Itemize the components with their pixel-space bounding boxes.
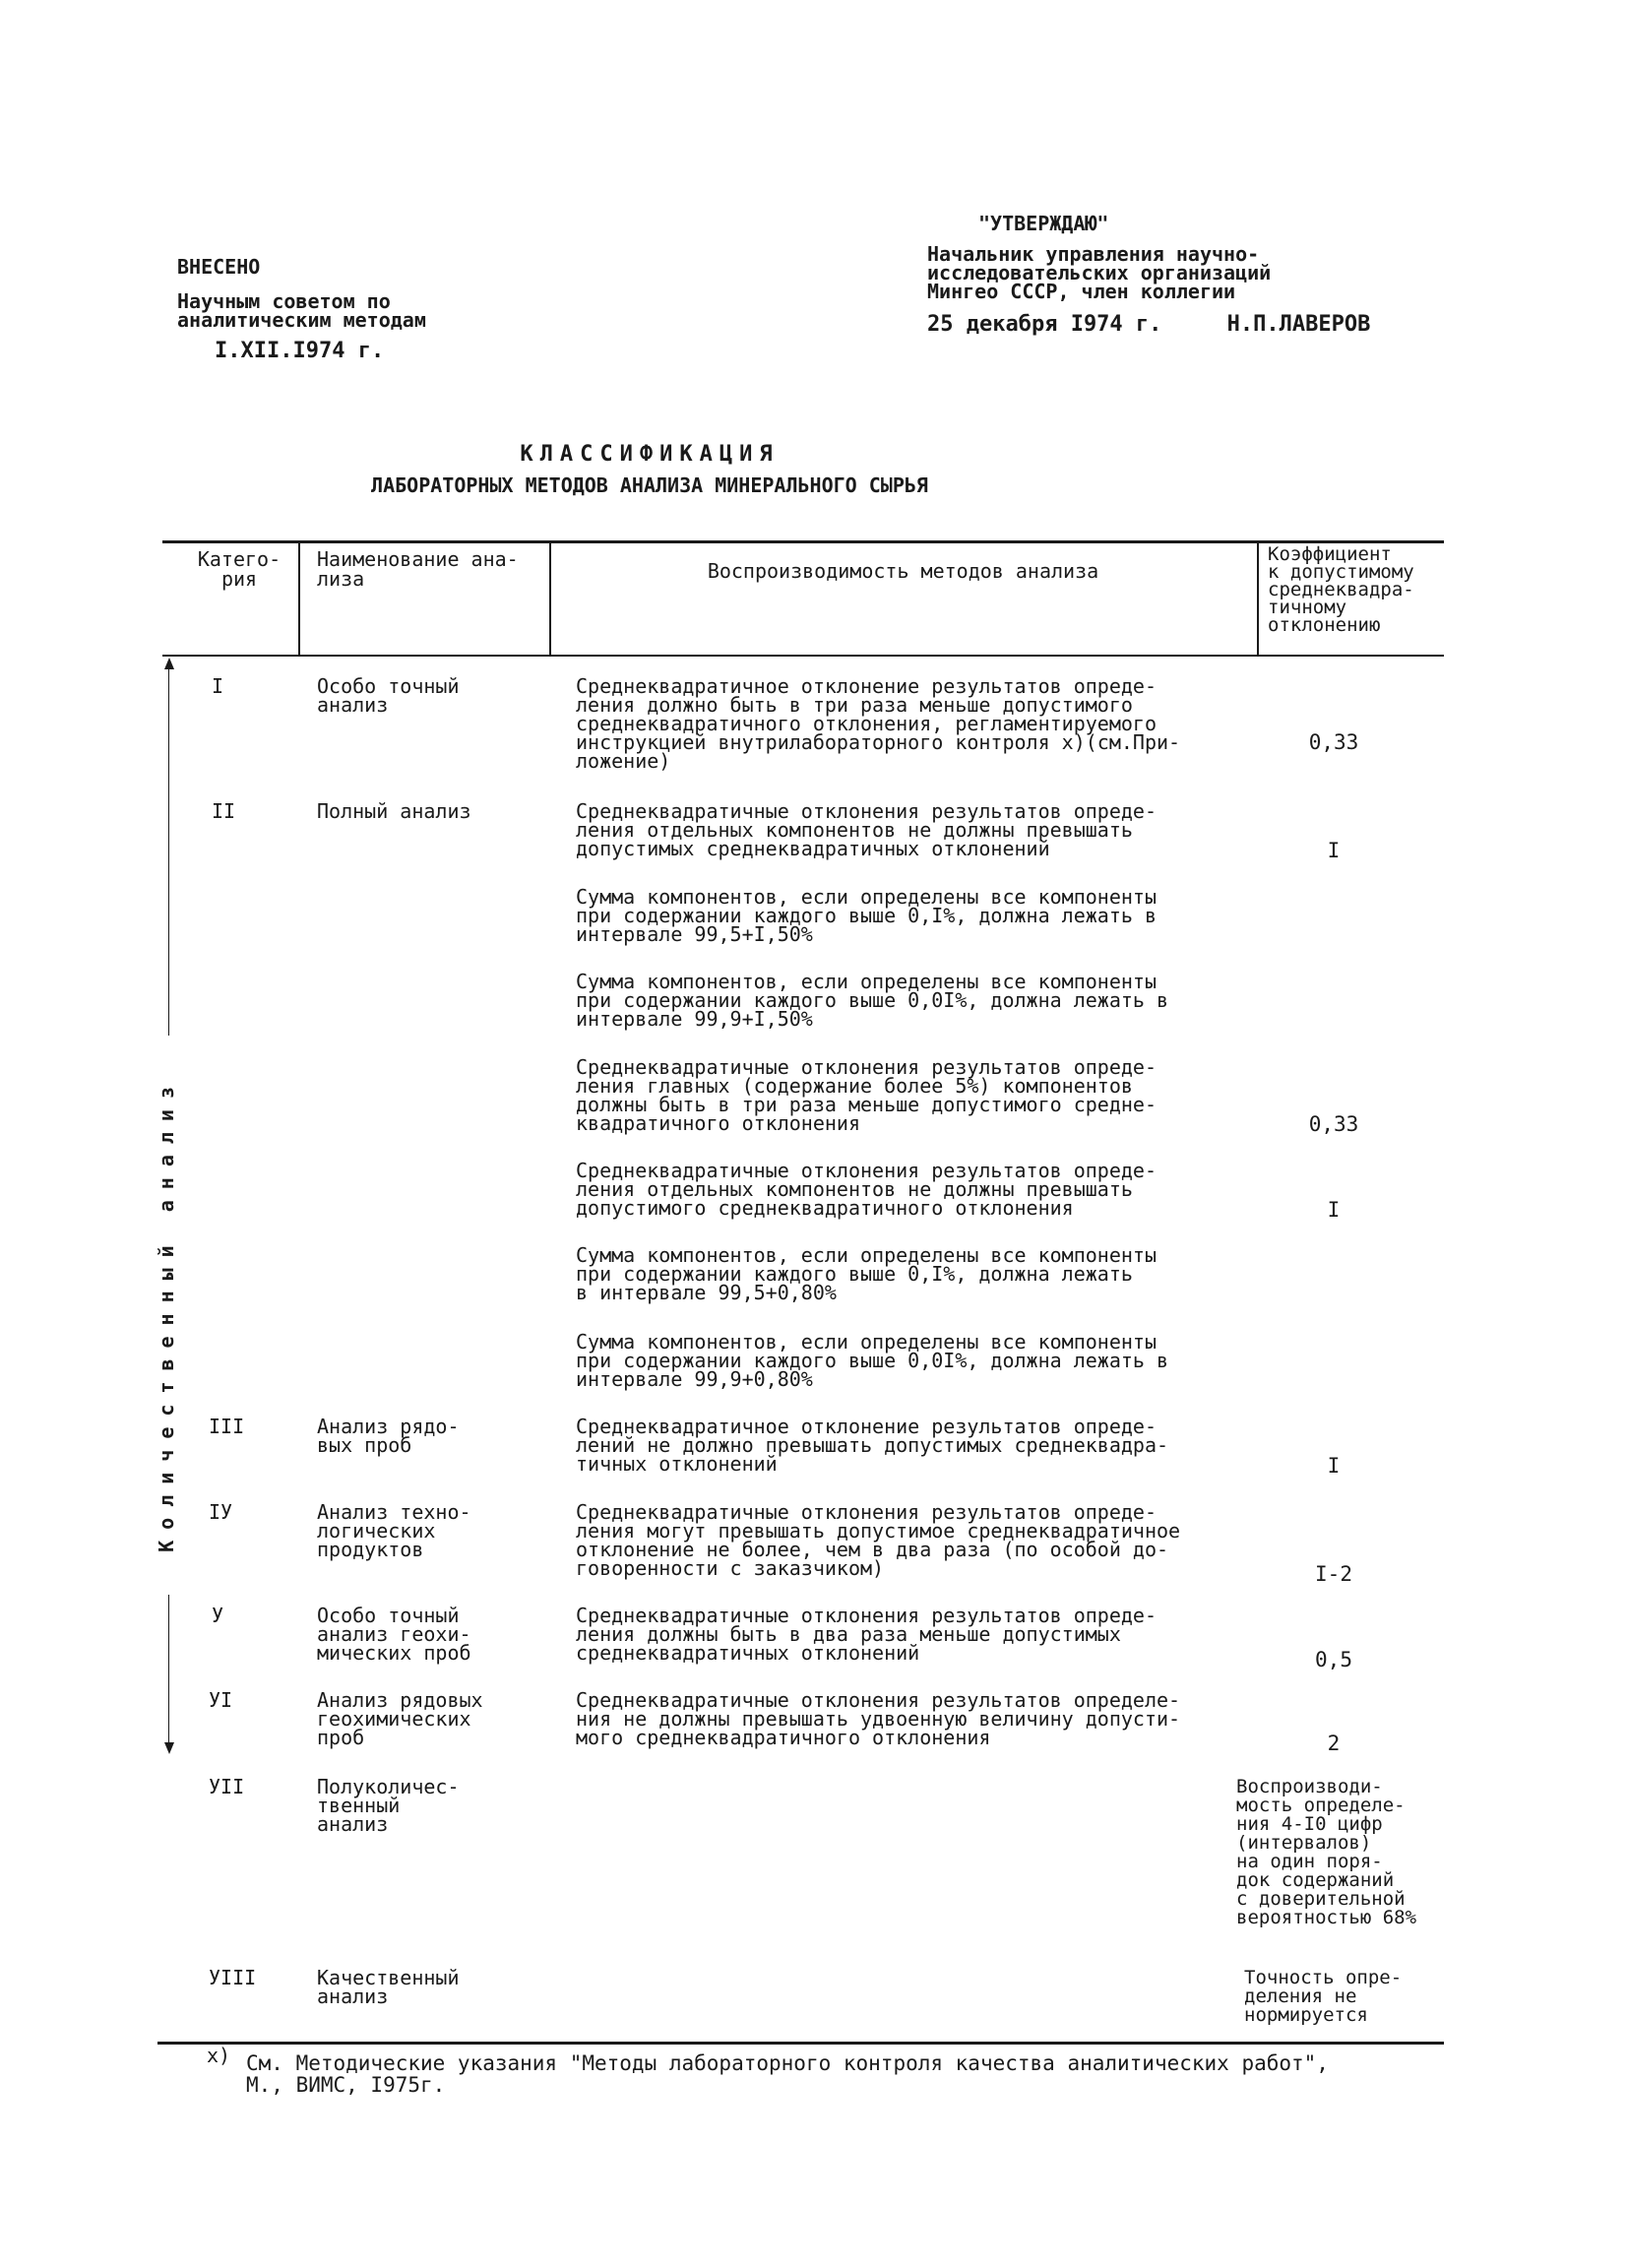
document-title: КЛАССИФИКАЦИЯ — [520, 442, 780, 467]
row-14-name: Качественный анализ — [317, 1966, 460, 2008]
row-11-name: Особо точный анализ геохи- мических проб — [317, 1604, 471, 1665]
row-12-category: УI — [209, 1688, 233, 1712]
row-8-text: Сумма компонентов, если определены все компоненты при содержании каждого выше 0,0I%, должна лежать в интервале 99,9+0,80% — [576, 1330, 1169, 1391]
row-14-category: УIII — [209, 1966, 257, 1989]
submitted-block — [177, 255, 426, 363]
header-name: Наименование ана- лиза — [317, 547, 519, 591]
row-1-coef: 0,33 — [1308, 730, 1359, 754]
side-bracket-bottom — [168, 1595, 169, 1742]
row-11-coef: 0,5 — [1315, 1648, 1352, 1671]
footnote — [207, 2044, 1329, 2097]
row-10-name: Анализ техно- логических продуктов — [317, 1500, 471, 1561]
row-13-name: Полуколичес- твенный анализ — [317, 1775, 460, 1836]
row-3-text: Сумма компонентов, если определены все компоненты при содержании каждого выше 0,I%, должна лежать в интервале 99,5+I,50% — [576, 885, 1158, 946]
side-label — [155, 1034, 178, 1595]
row-9-name: Анализ рядо- вых проб — [317, 1415, 460, 1457]
document-subtitle: ЛАБОРАТОРНЫХ МЕТОДОВ АНАЛИЗА МИНЕРАЛЬНОГО СЫРЬЯ — [371, 473, 928, 497]
row-6-coef: I — [1327, 1198, 1341, 1222]
row-9-text: Среднеквадратичное отклонение результатов опреде- лений не должно превышать допустимых среднеквадра- тичных отклонений — [576, 1415, 1169, 1476]
approved-date: 25 декабря I974 г. Н.П.ЛАВЕРОВ — [927, 312, 1371, 337]
row-1-text: Среднеквадратичное отклонение результатов опреде- ления должно быть в три раза меньше допустимого среднеквадратичного отклонения, регламентируемого инструкцией внутрилабораторного контроля x)(см.При- ложение) — [576, 674, 1181, 773]
row-5-coef: 0,33 — [1308, 1112, 1359, 1136]
table-bottom-rule — [157, 2042, 1444, 2045]
approved-label: "УТВЕРЖДАЮ" — [978, 212, 1109, 235]
row-10-text: Среднеквадратичные отклонения результатов опреде- ления могут превышать допустимое среднеквадратичное отклонение не более, чем в два раза (по особой до- говоренности с заказчиком) — [576, 1500, 1181, 1580]
row-10-coef: I-2 — [1315, 1562, 1352, 1586]
row-2-category: II — [212, 799, 236, 823]
side-label-text: Количественный анализ — [154, 1076, 178, 1552]
row-7-text: Сумма компонентов, если определены все компоненты при содержании каждого выше 0,I%, должна лежать в интервале 99,5+0,80% — [576, 1243, 1158, 1304]
footnote-text: См. Методические указания "Методы лабораторного контроля качества аналитических работ", М., ВИМС, I975г. — [246, 2051, 1329, 2097]
row-1-name: Особо точный анализ — [317, 674, 460, 717]
header-category: Катего- рия — [197, 547, 282, 591]
row-11-text: Среднеквадратичные отклонения результатов опреде- ления должны быть в два раза меньше допустимых среднеквадратичных отклонений — [576, 1604, 1158, 1665]
submitted-date: I.XII.I974 г. — [215, 339, 385, 363]
row-6-text: Среднеквадратичные отклонения результатов опреде- ления отдельных компонентов не должны превышать допустимого среднеквадратичного отклонения — [576, 1159, 1158, 1220]
row-5-text: Среднеквадратичные отклонения результатов опреде- ления главных (содержание более 5%) компонентов должны быть в три раза меньше допустимого средне- квадратичного отклонения — [576, 1055, 1158, 1135]
row-9-category: III — [209, 1415, 245, 1438]
row-12-text: Среднеквадратичные отклонения результатов определе- ния не должны превышать удвоенную величину допусти- мого среднеквадратичного отклонения — [576, 1688, 1181, 1749]
row-9-coef: I — [1327, 1454, 1341, 1478]
row-2-text: Среднеквадратичные отклонения результатов опреде- ления отдельных компонентов не должны превышать допустимых среднеквадратичных отклонений — [576, 799, 1158, 860]
submitted-label: ВНЕСЕНО — [177, 255, 261, 279]
column-divider-3 — [1257, 542, 1259, 655]
header-reproducibility: Воспроизводимость методов анализа — [707, 559, 1099, 583]
row-4-text: Сумма компонентов, если определены все компоненты при содержании каждого выше 0,0I%, должна лежать в интервале 99,9+I,50% — [576, 970, 1169, 1031]
column-divider-2 — [549, 542, 551, 655]
row-11-category: У — [212, 1604, 224, 1627]
table-top-rule — [162, 540, 1444, 543]
side-bracket-top — [168, 669, 169, 1036]
approved-by: Начальник управления научно- исследовательских организаций Мингео СССР, член коллегии — [927, 242, 1272, 303]
footnote-mark: x) — [207, 2044, 231, 2067]
header-bottom-rule — [162, 655, 1444, 657]
arrow-down-icon — [164, 1742, 174, 1754]
header-coefficient: Коэффициент к допустимому среднеквадра- тичному отклонению — [1268, 543, 1414, 636]
row-1-category: I — [212, 674, 224, 698]
submitted-by: Научным советом по аналитическим методам — [177, 289, 426, 332]
row-13-category: УII — [209, 1775, 245, 1798]
row-12-coef: 2 — [1327, 1732, 1341, 1755]
row-10-category: IУ — [209, 1500, 233, 1524]
column-divider-1 — [298, 542, 300, 655]
row-13-coef: Воспроизводи- мость определе- ния 4-I0 цифр (интервалов) на один поря- док содержаний с доверительной вероятностью 68% — [1236, 1776, 1417, 1928]
row-12-name: Анализ рядовых геохимических проб — [317, 1688, 483, 1749]
row-2-name: Полный анализ — [317, 799, 471, 823]
row-14-coef: Точность опре- деления не нормируется — [1244, 1967, 1403, 2026]
approval-block — [927, 212, 1371, 337]
arrow-up-icon — [164, 658, 174, 669]
row-2-coef: I — [1327, 839, 1341, 862]
